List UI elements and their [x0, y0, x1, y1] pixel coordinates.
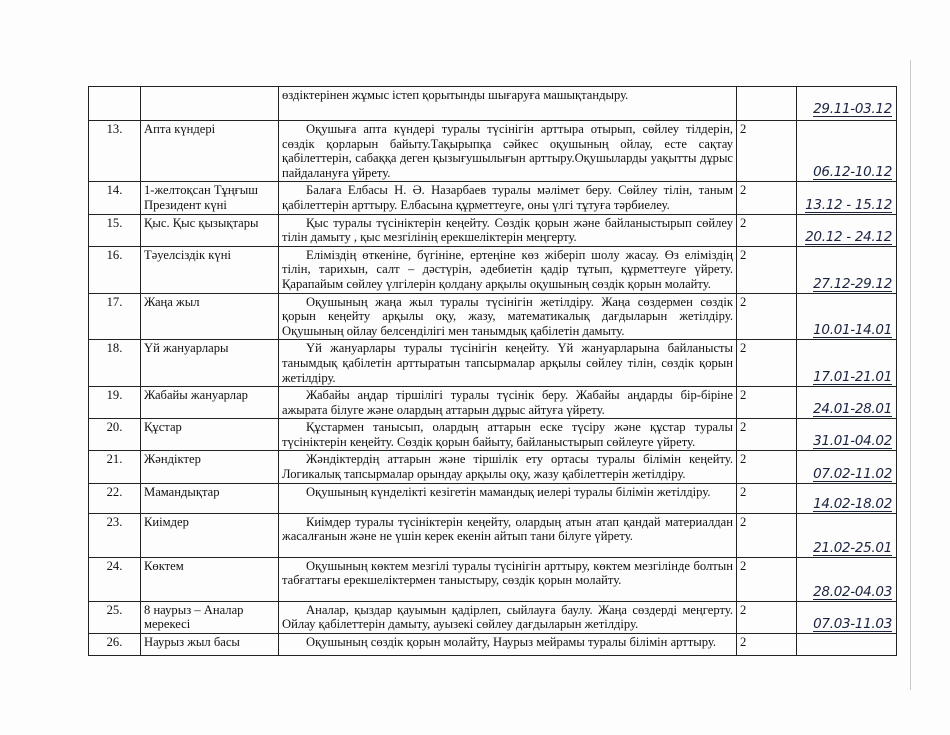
row-topic: Көктем	[141, 557, 279, 601]
row-description	[279, 293, 737, 340]
row-number: 13.	[89, 121, 141, 182]
table-row	[89, 340, 897, 387]
row-description	[279, 419, 737, 451]
row-topic: Үй жануарлары	[141, 340, 279, 387]
table-row	[89, 293, 897, 340]
row-description	[279, 340, 737, 387]
row-description-text: Еліміздің өткеніне, бүгініне, ертеңіне көз жіберіп шолу жасау. Өз еліміздің тілін, тарихын, салт – дәстүрін, әдебиетін қадір тұтып, құрметтеуге үйрету. Қарапайым сөйлеу үлгілерін қолдану арқылы оқушының сөздік қорын молайту.	[282, 247, 733, 291]
row-hours: 2	[737, 513, 797, 557]
table-row	[89, 87, 897, 121]
row-hours: 2	[737, 601, 797, 633]
table-row	[89, 121, 897, 182]
row-hours: 2	[737, 121, 797, 182]
row-description	[279, 387, 737, 419]
handwritten-date: 07.03-11.03	[813, 615, 892, 632]
row-description	[279, 121, 737, 182]
row-topic: Мамандықтар	[141, 483, 279, 513]
row-topic: Жаңа жыл	[141, 293, 279, 340]
handwritten-date: 20.12 - 24.12	[805, 228, 892, 245]
row-hours: 2	[737, 483, 797, 513]
row-date-cell	[797, 340, 897, 387]
row-topic: 1-желтоқсан Тұңғыш Президент күні	[141, 182, 279, 214]
row-description-text: Қыс туралы түсініктерін кеңейту. Сөздік қорын және байланыстырып сөйлеу тілін дамыту , қыс мезгілінің ерекшеліктерін меңгерту.	[282, 215, 733, 245]
row-topic: Киімдер	[141, 513, 279, 557]
handwritten-date: 21.02-25.01	[813, 539, 892, 556]
row-number: 25.	[89, 601, 141, 633]
row-date-cell	[797, 601, 897, 633]
row-number: 15.	[89, 214, 141, 246]
row-number: 17.	[89, 293, 141, 340]
row-hours: 2	[737, 340, 797, 387]
row-hours: 2	[737, 293, 797, 340]
row-number	[89, 87, 141, 121]
row-topic: Қыс. Қыс қызықтары	[141, 214, 279, 246]
row-description-text: Оқушының күнделікті кезігетін мамандық иелері туралы білімін жетілдіру.	[306, 484, 711, 499]
row-number: 20.	[89, 419, 141, 451]
table-row	[89, 451, 897, 483]
row-hours	[737, 87, 797, 121]
table-row	[89, 483, 897, 513]
row-description	[279, 451, 737, 483]
handwritten-date: 10.01-14.01	[813, 322, 892, 339]
row-description	[279, 557, 737, 601]
row-date-cell	[797, 483, 897, 513]
row-topic: 8 наурыз – Аналар мерекесі	[141, 601, 279, 633]
row-description	[279, 601, 737, 633]
row-hours: 2	[737, 246, 797, 293]
row-number: 22.	[89, 483, 141, 513]
handwritten-date: 31.01-04.02	[813, 433, 892, 450]
row-hours: 2	[737, 182, 797, 214]
table-row	[89, 214, 897, 246]
row-topic: Жәндіктер	[141, 451, 279, 483]
row-description	[279, 513, 737, 557]
row-description	[279, 182, 737, 214]
table-row	[89, 557, 897, 601]
row-date-cell	[797, 214, 897, 246]
row-description-text: Жәндіктердің аттарын және тіршілік ету ортасы туралы білімін кеңейту. Логикалық тапсырмалар орындау арқылы оқу, жазу қабілеттерін жетілдіру.	[282, 452, 733, 482]
table-row	[89, 513, 897, 557]
row-date-cell	[797, 182, 897, 214]
table-row	[89, 601, 897, 633]
row-description-text: Оқушыға апта күндері туралы түсінігін арттыра отырып, сөйлеу тілдерін, сөздік қорларын байыту.Тақырыпқа сәйкес оқушының ойлау, есте сақтау қабілеттерін, сабаққа деген қызығушылығын арттыру.Оқушыларды уақытты дұрыс пайдалануға үйрету.	[282, 122, 733, 180]
handwritten-date: 17.01-21.01	[813, 369, 892, 386]
row-date-cell	[797, 121, 897, 182]
table-row	[89, 387, 897, 419]
row-date-cell	[797, 387, 897, 419]
row-topic: Наурыз жыл басы	[141, 633, 279, 655]
row-date-cell	[797, 557, 897, 601]
row-description-text: Жабайы аңдар тіршілігі туралы түсінік беру. Жабайы аңдарды бір-біріне ажырата білуге және олардың аттарын дұрыс айтуға үйрету.	[282, 388, 733, 417]
row-hours: 2	[737, 214, 797, 246]
row-description-text: өздіктерінен жұмыс істеп қорытынды шығаруға машықтандыру.	[282, 88, 629, 102]
row-description	[279, 633, 737, 655]
row-hours: 2	[737, 557, 797, 601]
row-description-text: Оқушының жаңа жыл туралы түсінігін жетілдіру. Жаңа сөздермен сөздік қорын кеңейту арқылы оқу, жазу, математикалық дағдыларын жетілдіру. Оқушының ойлау белсенділігі мен танымдық қабілетін дамыту.	[282, 294, 733, 338]
table-row	[89, 419, 897, 451]
row-description	[279, 87, 737, 121]
row-description-text: Құстармен танысып, олардың аттарын еске түсіру және құстар туралы түсініктерін кеңейту. Сөздік қорын байыту, байланыстырып сөйлеуге үйрету.	[282, 420, 733, 449]
row-number: 24.	[89, 557, 141, 601]
row-topic	[141, 87, 279, 121]
row-date-cell	[797, 633, 897, 655]
row-topic: Құстар	[141, 419, 279, 451]
row-hours: 2	[737, 451, 797, 483]
row-number: 19.	[89, 387, 141, 419]
row-number: 14.	[89, 182, 141, 214]
row-hours: 2	[737, 633, 797, 655]
row-topic: Апта күндері	[141, 121, 279, 182]
row-number: 21.	[89, 451, 141, 483]
table-row	[89, 246, 897, 293]
row-date-cell	[797, 293, 897, 340]
row-description-text: Балаға Елбасы Н. Ә. Назарбаев туралы мәлімет беру. Сөйлеу тілін, таным қабілеттерін арттыру. Елбасына құрметтеуге, оны үлгі тұтуға тәрбиелеу.	[282, 183, 733, 212]
row-topic: Жабайы жануарлар	[141, 387, 279, 419]
row-date-cell	[797, 451, 897, 483]
row-hours: 2	[737, 419, 797, 451]
page-edge	[910, 60, 911, 690]
row-description-text: Оқушының сөздік қорын молайту, Наурыз мейрамы туралы білімін арттыру.	[306, 634, 717, 649]
row-date-cell	[797, 419, 897, 451]
row-number: 16.	[89, 246, 141, 293]
row-hours: 2	[737, 387, 797, 419]
row-date-cell	[797, 246, 897, 293]
handwritten-date: 24.01-28.01	[813, 401, 892, 418]
handwritten-date: 07.02-11.02	[813, 465, 892, 482]
lesson-plan-table	[88, 86, 897, 656]
row-number: 23.	[89, 513, 141, 557]
handwritten-date: 13.12 - 15.12	[805, 196, 892, 213]
row-number: 18.	[89, 340, 141, 387]
row-description	[279, 246, 737, 293]
handwritten-date: 28.02-04.03	[813, 583, 892, 600]
row-description	[279, 214, 737, 246]
table-row	[89, 182, 897, 214]
handwritten-date: 27.12-29.12	[813, 275, 892, 292]
row-date-cell	[797, 87, 897, 121]
row-topic: Тәуелсіздік күні	[141, 246, 279, 293]
row-description	[279, 483, 737, 513]
handwritten-date: 29.11-03.12	[813, 101, 892, 117]
handwritten-date: 14.02-18.02	[813, 495, 892, 512]
row-description-text: Аналар, қыздар қауымын қадірлеп, сыйлауға баулу. Жаңа сөздерді меңгерту. Ойлау қабілеттерін дамыту, ауызекі сөйлеу дағдыларын жетілдіру.	[282, 602, 733, 632]
row-description-text: Оқушының көктем мезгілі туралы түсінігін арттыру, көктем мезгілінде болтын табғаттағы ерекшеліктермен таныстыру, сөздік қорын молайту.	[282, 558, 733, 588]
row-number: 26.	[89, 633, 141, 655]
table-row	[89, 633, 897, 655]
row-date-cell	[797, 513, 897, 557]
handwritten-date: 06.12-10.12	[813, 164, 892, 181]
row-description-text: Киімдер туралы түсініктерін кеңейту, олардың атын атап қандай материалдан жасалғанын және не үшін керек екенін айтып тани білуге үйрету.	[282, 514, 733, 544]
row-description-text: Үй жануарлары туралы түсінігін кеңейту. Үй жануарларына байланысты танымдық қабілетін арттыратын тапсырмалар арқылы сөйлеу тілін, сөздік қорын жетілдіру.	[282, 341, 733, 385]
